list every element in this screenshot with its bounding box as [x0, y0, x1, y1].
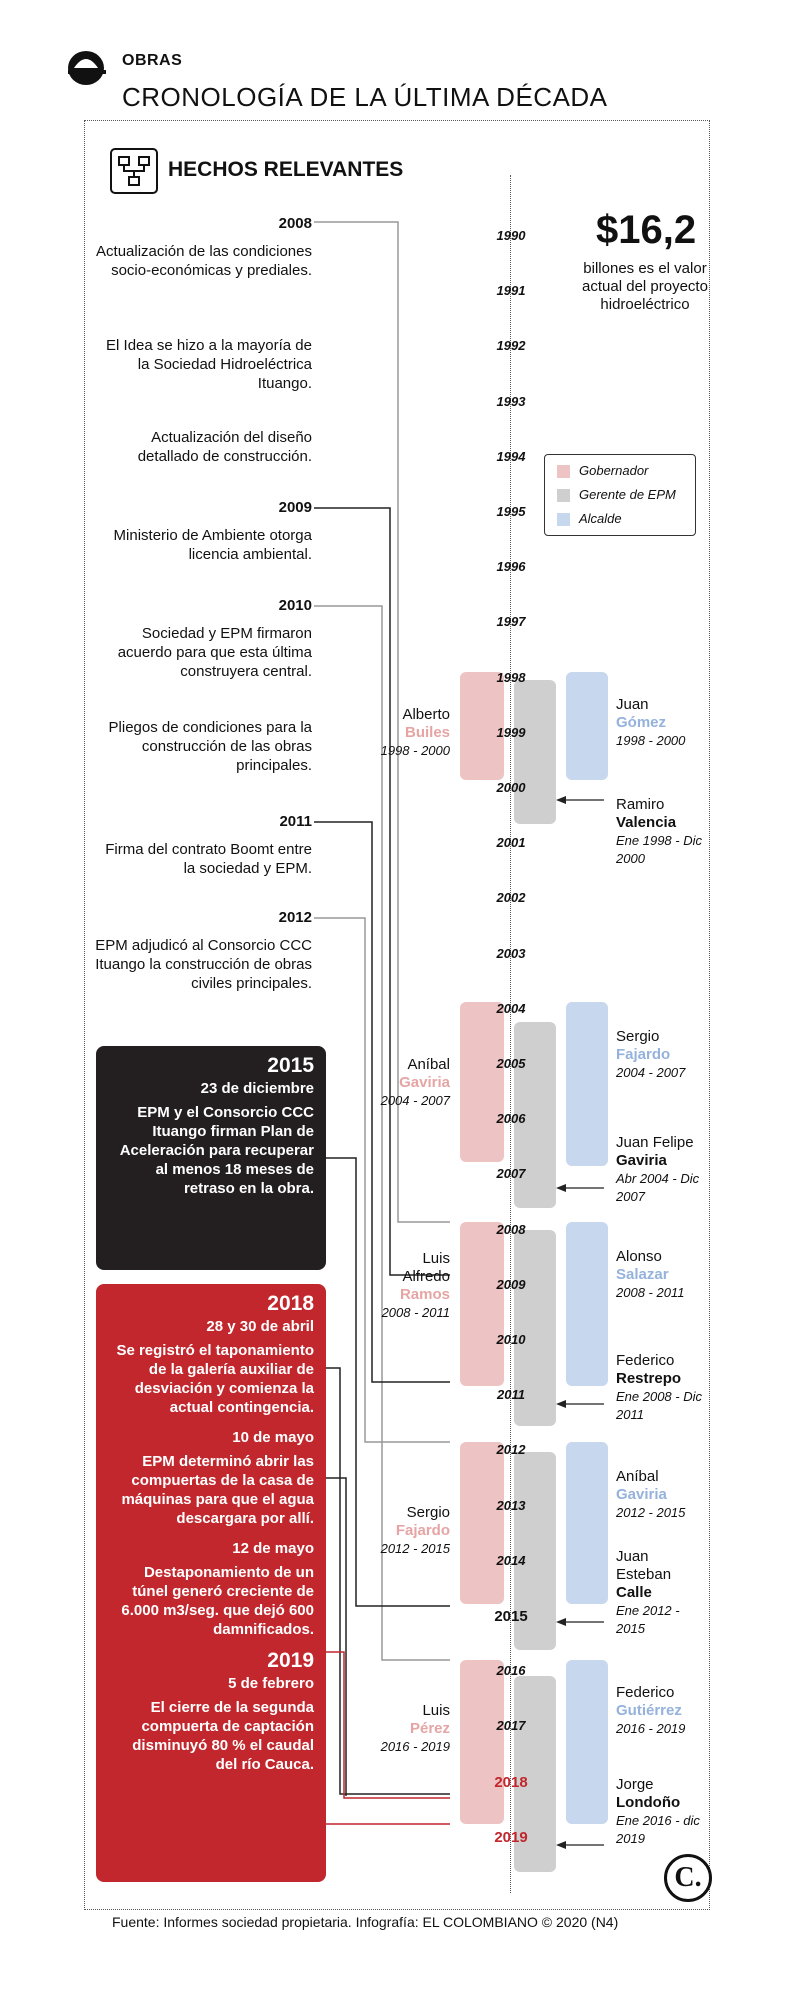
- box-date: 28 y 30 de abril: [206, 1318, 314, 1335]
- year-label: 2013: [496, 1497, 526, 1513]
- year-label: 1992: [496, 338, 526, 354]
- year-label: 2010: [496, 1332, 526, 1347]
- governor-label: Luis Pérez 2016 - 2019: [380, 1702, 450, 1754]
- event-item: EPM adjudicó al Consorcio CCC Ituango la construcción de obras civiles principales.: [95, 937, 312, 992]
- governor-label: Sergio Fajardo 2012 - 2015: [380, 1504, 450, 1556]
- event-item: Sociedad y EPM firmaron acuerdo para que esta última construyera central.: [117, 625, 312, 680]
- box-text: EPM y el Consorcio CCC Ituango firman Plan de Aceleración para recuperar al menos 18 meses de retraso en la obra.: [119, 1104, 314, 1197]
- year-label: 1995: [496, 504, 526, 519]
- year-label: 1990: [496, 228, 526, 243]
- event-year: 2010: [278, 597, 312, 614]
- year-label: 2000: [496, 780, 526, 795]
- manager-label: Federico Restrepo Ene 2008 - Dic 2011: [616, 1352, 702, 1422]
- year-label: 2015: [494, 1608, 528, 1625]
- highlight-text: billones es el valor actual del proyecto hidroeléctrico: [582, 260, 708, 313]
- manager-label: Juan Felipe Gaviria Abr 2004 - Dic 2007: [616, 1134, 700, 1204]
- manager-label: Juan Esteban Calle Ene 2012 - 2015: [616, 1548, 680, 1636]
- manager-label: Jorge Londoño Ene 2016 - dic 2019: [616, 1776, 700, 1846]
- highlight-value: $16,2: [596, 208, 697, 252]
- box-date: 23 de diciembre: [200, 1080, 314, 1097]
- year-label: 2003: [496, 945, 526, 961]
- manager-label: Ramiro Valencia Ene 1998 - Dic 2000: [616, 796, 702, 866]
- year-label: 2017: [496, 1718, 526, 1734]
- year-label: 2006: [496, 1111, 526, 1127]
- section-title: HECHOS RELEVANTES: [168, 158, 404, 181]
- year-label: 2007: [496, 1166, 526, 1182]
- mayor-label: Federico Gutiérrez 2016 - 2019: [616, 1684, 686, 1736]
- year-label: 2012: [496, 1442, 526, 1458]
- legend-swatch: [557, 465, 570, 478]
- year-label: 2005: [496, 1056, 526, 1071]
- box-date: 12 de mayo: [232, 1540, 314, 1557]
- legend-swatch: [557, 513, 570, 526]
- box-date: 5 de febrero: [228, 1675, 314, 1692]
- kicker: OBRAS: [122, 52, 183, 69]
- year-label: 2011: [497, 1387, 525, 1403]
- event-item: Firma del contrato Boomt entre la sociedad y EPM.: [105, 841, 312, 877]
- box-text: EPM determinó abrir las compuertas de la casa de máquinas para que el agua descargara por allí.: [121, 1453, 314, 1527]
- event-year: 2012: [278, 909, 312, 926]
- year-label: 2019: [494, 1828, 528, 1846]
- year-label: 2004: [496, 1000, 526, 1016]
- governor-label: Luis Alfredo Ramos 2008 - 2011: [381, 1250, 450, 1320]
- year-label: 2009: [496, 1276, 526, 1292]
- year-label: 1997: [496, 614, 526, 630]
- box-text: El cierre de la segunda compuerta de captación disminuyó 80 % el caudal del río Cauca.: [132, 1699, 314, 1773]
- box-text: Destaponamiento de un túnel generó creciente de 6.000 m3/seg. que dejó 600 damnificados.: [121, 1564, 314, 1638]
- footer-source: Fuente: Informes sociedad propietaria. Infografía: EL COLOMBIANO © 2020 (N4): [112, 1914, 619, 1930]
- year-label: 2008: [496, 1221, 526, 1237]
- year-label: 1993: [496, 393, 526, 409]
- year-label: 2001: [496, 835, 526, 851]
- event-item: Actualización del diseño detallado de construcción.: [137, 429, 312, 465]
- mayor-label: Alonso Salazar 2008 - 2011: [616, 1248, 685, 1300]
- event-year: 2008: [278, 215, 312, 232]
- mayor-label: Sergio Fajardo 2004 - 2007: [616, 1028, 686, 1080]
- event-year: 2009: [278, 499, 312, 516]
- el-colombiano-logo: C.: [664, 1854, 712, 1902]
- legend: Gobernador Gerente de EPM Alcalde: [544, 454, 696, 536]
- box-date: 10 de mayo: [232, 1429, 314, 1446]
- event-year: 2011: [279, 813, 312, 830]
- governor-label: Alberto Builes 1998 - 2000: [380, 706, 450, 758]
- event-item: Ministerio de Ambiente otorga licencia ambiental.: [113, 527, 312, 563]
- box-year: 2015: [267, 1054, 314, 1077]
- mayor-label: Aníbal Gaviria 2012 - 2015: [616, 1468, 686, 1520]
- legend-swatch: [557, 489, 570, 502]
- event-item: Pliegos de condiciones para la construcción de las obras principales.: [108, 719, 312, 774]
- box-text: Se registró el taponamiento de la galería auxiliar de desviación y comienza la actual contingencia.: [116, 1342, 314, 1416]
- box-year: 2018: [267, 1292, 314, 1315]
- year-label: 1996: [496, 559, 526, 575]
- year-label: 1991: [496, 283, 526, 299]
- year-label: 1994: [496, 448, 526, 464]
- event-item: Actualización de las condiciones socio-económicas y prediales.: [96, 243, 312, 279]
- year-label: 1998: [496, 669, 526, 685]
- event-item: El Idea se hizo a la mayoría de la Sociedad Hidroeléctrica Ituango.: [106, 337, 312, 392]
- mayor-label: Juan Gómez 1998 - 2000: [616, 696, 686, 748]
- year-label: 2002: [496, 890, 526, 906]
- governor-label: Aníbal Gaviria 2004 - 2007: [380, 1056, 450, 1108]
- year-label: 2014: [496, 1552, 526, 1568]
- page-title: CRONOLOGÍA DE LA ÚLTIMA DÉCADA: [122, 82, 608, 112]
- box-year: 2019: [267, 1649, 314, 1672]
- year-label: 2016: [496, 1663, 526, 1679]
- year-label: 1999: [496, 724, 526, 740]
- year-label: 2018: [494, 1773, 528, 1791]
